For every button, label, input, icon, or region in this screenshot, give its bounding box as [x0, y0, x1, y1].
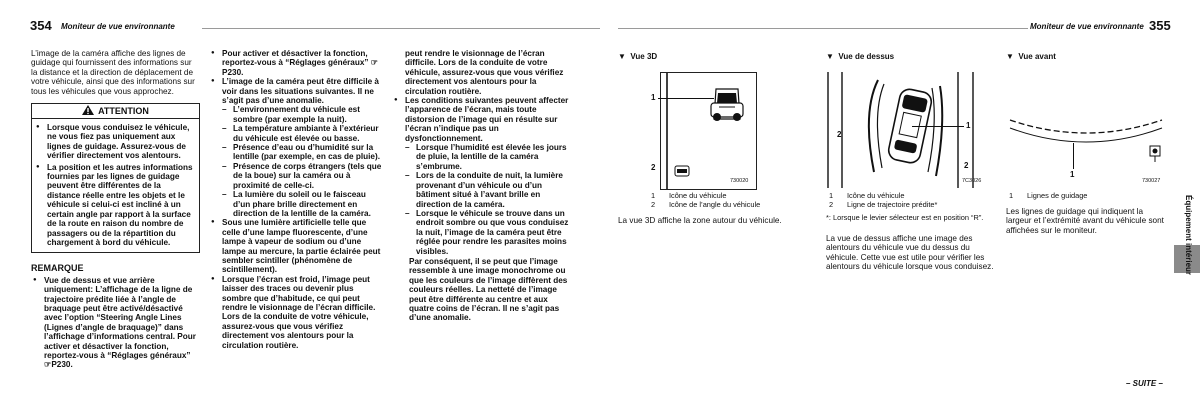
remarque-item-2-lead: L’image de la caméra peut être difficile à voir dans les situations suivantes. Il ne s’agit pas d’une anomalie. [222, 77, 379, 106]
avant-figure [1006, 72, 1168, 188]
figure-code: 730020 [730, 178, 749, 184]
section-tab-label: Équipement intérieur [1184, 195, 1193, 276]
header-rule-right [618, 28, 1028, 29]
callout-1: 1 [1070, 170, 1075, 179]
legend-row: 1 Icône du véhicule [651, 191, 727, 200]
running-title-right: Moniteur de vue environnante [1030, 22, 1144, 31]
remarque-list-cont-2 [392, 96, 572, 323]
legend-row: 1 Icône du véhicule [829, 191, 905, 200]
remarque-item-2 [209, 77, 383, 218]
continued-footer: – SUITE – [1126, 379, 1163, 388]
dessus-illustration [818, 72, 982, 188]
vue3d-heading [618, 52, 657, 61]
remarque-item-4-cont: peut rendre le visionnage de l’écran difficile. Lors de la conduite de votre véhicule, assurez-vous que vous vérifiez directement vos alentours pour la circulation routière. [405, 49, 564, 96]
column-2 [209, 49, 383, 350]
leader-line [1073, 143, 1074, 169]
dessus-title: Vue de dessus [838, 52, 895, 61]
page-number-left: 354 [30, 18, 52, 33]
remarque-item-5-tail: Par conséquent, il se peut que l’image ressemble à une image monochrome ou que les couleurs de l’image diffèrent des couleurs réelles. La netteté de l’image peut être différente au centre et aux quatre coins de l’écran. Il ne s’agit pas d’une anomalie. [409, 256, 568, 323]
legend-row: 2 Ligne de trajectoire prédite* [829, 199, 938, 209]
vue3d-illustration [661, 73, 756, 189]
header-rule-left [202, 28, 600, 29]
dash-item: – Lors de la conduite de nuit, la lumière provenant d’un véhicule ou d’un bâtiment situé à l’avant brille en direction de la caméra. [405, 171, 572, 209]
page-number-right: 355 [1149, 18, 1171, 33]
dash-item: – Présence de corps étrangers (tels que de la boue) sur la caméra ou à proximité de celle-ci. [222, 162, 383, 190]
dash-item: – La température ambiante à l’extérieur du véhicule est élevée ou basse. [222, 124, 383, 143]
callout-1: 1 [651, 93, 656, 102]
dash-item: – La lumière du soleil ou le faisceau d’un phare brille directement en direction de la lentille de la caméra. [222, 190, 383, 218]
remarque-item-5-dashes [405, 143, 572, 256]
remarque-item-3: ● Sous une lumière artificielle telle que celle d’une lampe fluorescente, d’une lampe à vapeur de sodium ou d’une lampe au mercure, la partie éclairée peut sembler scintiller (phénomène de scintillement). [209, 218, 383, 274]
dessus-note: *: Lorsque le levier sélecteur est en position “R”. [826, 213, 984, 222]
column-1 [31, 49, 200, 370]
attention-item: ● La position et les autres informations fournies par les lignes de guidage peuvent être différentes de la distance réelle entre les objets et le véhicule si celui-ci est incliné à un certain angle par rapport à la surface de la route en raison du nombre de passagers ou de la répartition du chargement à bord du véhicule. [34, 163, 195, 248]
attention-list [32, 119, 199, 252]
leader-line [666, 98, 706, 99]
remarque-list-cont [209, 49, 383, 350]
dessus-description: La vue de dessus affiche une image des alentours du véhicule vue du dessus du véhicule. Cette vue est utile pour vérifier les alentours du véhicule lorsque vous conduisez. [826, 234, 994, 272]
dash-item: – Lorsque le véhicule se trouve dans un endroit sombre ou que vous conduisez la nuit, l’image de la caméra peut être réglée pour rendre les parasites moins visibles. [405, 209, 572, 256]
avant-legend [1009, 192, 1159, 201]
remarque-item-1-cont: ● Pour activer et désactiver la fonction, reportez-vous à “Réglages généraux” ☞P230. [209, 49, 383, 77]
legend-row: 2 Icône de l’angle du véhicule [651, 199, 761, 209]
legend-row: 1 Lignes de guidage [1009, 191, 1088, 200]
triangle-down-icon: ▼ [618, 52, 626, 61]
attention-item: ● Lorsque vous conduisez le véhicule, ne vous fiez pas uniquement aux lignes de guidage. Assurez-vous de vérifier directement vos alentours. [34, 123, 195, 161]
avant-description: Les lignes de guidage qui indiquent la largeur et l’extrémité avant du véhicule sont affichées sur le moniteur. [1006, 207, 1164, 235]
leader-line [706, 98, 714, 99]
callout-2: 2 [837, 130, 842, 139]
dessus-heading [826, 52, 894, 61]
vue3d-description: La vue 3D affiche la zone autour du véhicule. [618, 216, 782, 225]
attention-title: ATTENTION [98, 106, 149, 117]
triangle-down-icon: ▼ [1006, 52, 1014, 61]
dessus-figure [818, 72, 982, 188]
remarque-item-4-start: ● Lorsque l’écran est froid, l’image peut laisser des traces ou devenir plus sombre que d’habitude, ce qui peut rendre le visionnage de l’écran difficile. Lors de la conduite de votre véhicule, assurez-vous que vous vérifiez directement vos alentours pour la circulation routière. [209, 275, 383, 303]
leader-line [912, 126, 964, 127]
running-title-left: Moniteur de vue environnante [61, 22, 175, 31]
avant-title: Vue avant [1018, 52, 1056, 61]
attention-header [32, 104, 199, 119]
figure-code: 7C3026 [962, 178, 982, 184]
dessus-legend [829, 192, 989, 210]
triangle-down-icon: ▼ [826, 52, 834, 61]
intro-paragraph: L’image de la caméra affiche des lignes de guidage qui fournissent des informations sur la distance et la direction de déplacement de votre véhicule, ainsi que des informations sur tous les véhicules que vous approchez. [31, 49, 195, 96]
remarque-item-5-lead: Les conditions suivantes peuvent affecter l’apparence de l’écran, mais toute distorsion de l’image qui en résulte sur l’écran n’indique pas un dysfonctionnement. [405, 96, 569, 143]
dash-item: – L’environnement du véhicule est sombre (par exemple la nuit). [222, 105, 383, 124]
callout-2: 2 [964, 161, 969, 170]
vue3d-figure [660, 72, 757, 190]
figure-code: 730027 [1142, 178, 1161, 184]
vue3d-legend [651, 192, 811, 210]
dash-item: – Lorsque l’humidité est élevée les jours de pluie, la lentille de la caméra s’embrume. [405, 143, 572, 171]
remarque-item-2-dashes [222, 105, 383, 218]
column-3 [392, 49, 572, 323]
attention-box [31, 103, 200, 253]
remarque-item-5 [392, 96, 572, 323]
callout-1: 1 [966, 121, 971, 130]
dash-item: – Présence d’eau ou d’humidité sur la lentille (par exemple, en cas de pluie). [222, 143, 383, 162]
remarque-list [31, 275, 200, 370]
remarque-title: REMARQUE [31, 263, 84, 274]
warning-triangle-icon [82, 105, 94, 115]
remarque-item-1-start: ● Vue de dessus et vue arrière uniquement: L’affichage de la ligne de trajectoire prédite liée à l’angle de braquage peut être activé/désactivé avec l’option “Steering Angle Lines (Lignes d’angle de braquage)” dans l’affichage d’informations central. Pour activer et désactiver la fonction, reportez-vous à “Réglages généraux” ☞P230. [31, 276, 200, 337]
vue3d-title: Vue 3D [630, 52, 658, 61]
avant-heading [1006, 52, 1056, 61]
avant-illustration [1006, 72, 1168, 188]
callout-2: 2 [651, 163, 656, 172]
